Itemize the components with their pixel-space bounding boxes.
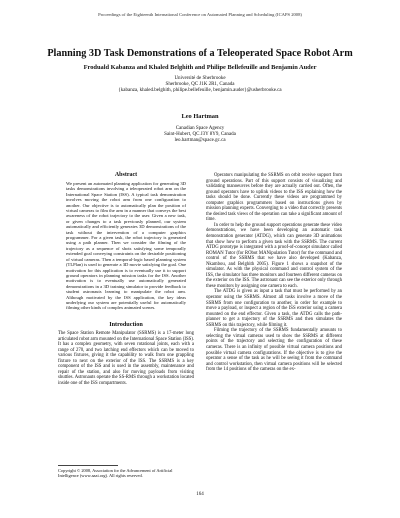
affiliation-2-email: leo.hartman@space.gc.ca	[174, 138, 226, 144]
right-paragraph-3: The ATDG is given as input a task that must be performed by an operator using the SSRMS. Almost all tasks involve a move of the SSRMS from one configuration to another, in order for example to move a payload, or inspect a region of the ISS exterior using a camera mounted on the end effector. Given a task, the ATDG calls the path-planner to get a trajectory of the SSRMS and then simulates the SSRMS on this trajectory, while filming it.	[206, 289, 342, 328]
page-number: 164	[196, 492, 204, 497]
abstract-text: We present an automated planning application for generating 3D tasks demonstrations involving a teleoperated robot arm on the International Space Station (ISS). A typical task demonstration involves moving the robot arm from one configuration to another. Our objective is to automatically plan the position of virtual cameras to film the arm in a manner that conveys the best awareness of the robot trajectory to the user. Given a new task, or given changes to a task previously planned, our system automatically and efficiently generates 3D demonstrations of the task without the intervention of a computer graphics programmer. For a given task, the robot trajectory is generated using a path planner. Then we consider the filming of the trajectory as a sequence of shots satisfying some temporally extended goal conveying constraints on the desirable positioning of virtual cameras. Then a temporal-logic based planning system (TLPlan) is used to generate a 3D movie satisfying the goal. One motivation for this application is to eventually use it to support ground operators in planning mission tasks for the ISS. Another motivation is to eventually use automatically generated demonstrations in a 3D training simulator to provide feedback to student astronauts learning to manipulate the robot arm. Although motivated by the ISS application, the key ideas underlying our system are potentially useful for automatically filming other kinds of complex animated scenes.	[66, 181, 186, 311]
author-list-2: Leo Hartman	[181, 113, 219, 120]
right-column	[206, 173, 342, 373]
affiliation-2	[0, 126, 400, 145]
right-paragraph-2: In order to help the ground support operations generate these video demonstrations, we have been developing an automatic task demonstration generator (ATDG), which can generate 3D animations that show how to perform a given task with the SSRMS. The current ATDG prototype is integrated with a proof-of-concept simulator called ROMAN Tutor (for RObot MANipulation Tutor) for the command and control of the SSRMS that we have also developed (Kabanza, Nkambou, and Belghith 2005). Figure 1 shows a snapshot of the simulator. As with the physical command and control system of the ISS, the simulator has three monitors and fourteen different cameras on the exterior on the ISS. The astronaut can see the exterior only through these monitors by assigning one camera to each.	[206, 222, 342, 289]
affiliation-1-line2: Sherbrooke, QC J1K 2R1, Canada	[165, 82, 235, 88]
running-head: Proceedings of the Eighteenth International Conference on Automated Planning and Scheduling (ICAPS 2008)	[98, 12, 302, 17]
abstract-heading: Abstract	[114, 172, 138, 178]
affiliation-2-line1: Canadian Space Agency	[175, 126, 225, 131]
introduction-body	[58, 331, 194, 386]
copyright-notice: Copyright © 2008, Association for the Advancement of Artificial Intelligence (www.aaai.org). All rights reserved.	[58, 468, 173, 479]
affiliation-1-line1: Université de Sherbrooke	[174, 76, 226, 81]
affiliation-1	[0, 76, 400, 95]
affiliation-2-line2: Saint-Hubert, QC J3Y 8Y9, Canada	[164, 132, 236, 138]
right-paragraph-4: Filming the trajectory of the SSRMS fundamentally amounts to selecting the virtual cameras used to show the SSRMS at different points of the trajectory and selecting the configuration of these cameras. There is an infinity of possible virtual camera positions and possible virtual camera configurations. If the objective is to give the operator a sense of the task as he will be seeing it from the command and control workstation, then virtual camera positions will be selected from the 14 positions of the cameras on the ex-	[206, 328, 342, 373]
affiliation-1-email: {kabanza, khaled.belghith, philipe.bellefeuille, benjamin.auder}@usherbrooke.ca	[118, 88, 282, 94]
paper-title: Planning 3D Task Demonstrations of a Teleoperated Space Robot Arm	[47, 48, 353, 59]
footnote-rule	[58, 465, 118, 466]
right-paragraph-1: Operators manipulating the SSRMS on orbit receive support from ground operations. Part of this support consists of visualizing and validating manoeuvres before they are actually carried out. Often, the ground operators have to uplink videos to the ISS explaining how the tasks should be done. Currently these videos are programmed by computer graphics programmers based on instructions given by mission planning experts. Converging to a video that correctly presents the desired task views of the operation can take a significant amount of time.	[206, 173, 342, 223]
introduction-paragraph: The Space Station Remote Manipulator (SSRMS) is a 17-meter long articulated robot arm mounted on the International Space Station (ISS). It has a complex geometry, with seven rotational joints, each with a range of 270, and two latching end effectors which can be moved to various fixtures, giving it the capability to walk from one grappling fixture to next on the exterior of the ISS. The SSRMS is a key component of the ISS and is used in the assembly, maintenance and repair of the station, and also for moving payloads from visiting shuttles. Astronauts operate the SS-RMS through a workstation located inside one of the ISS compartments.	[58, 331, 194, 386]
introduction-heading: Introduction	[109, 321, 143, 328]
author-list-1: Froduald Kabanza and Khaled Belghith and Philipe Bellefeuille and Benjamin Auder	[83, 64, 317, 71]
